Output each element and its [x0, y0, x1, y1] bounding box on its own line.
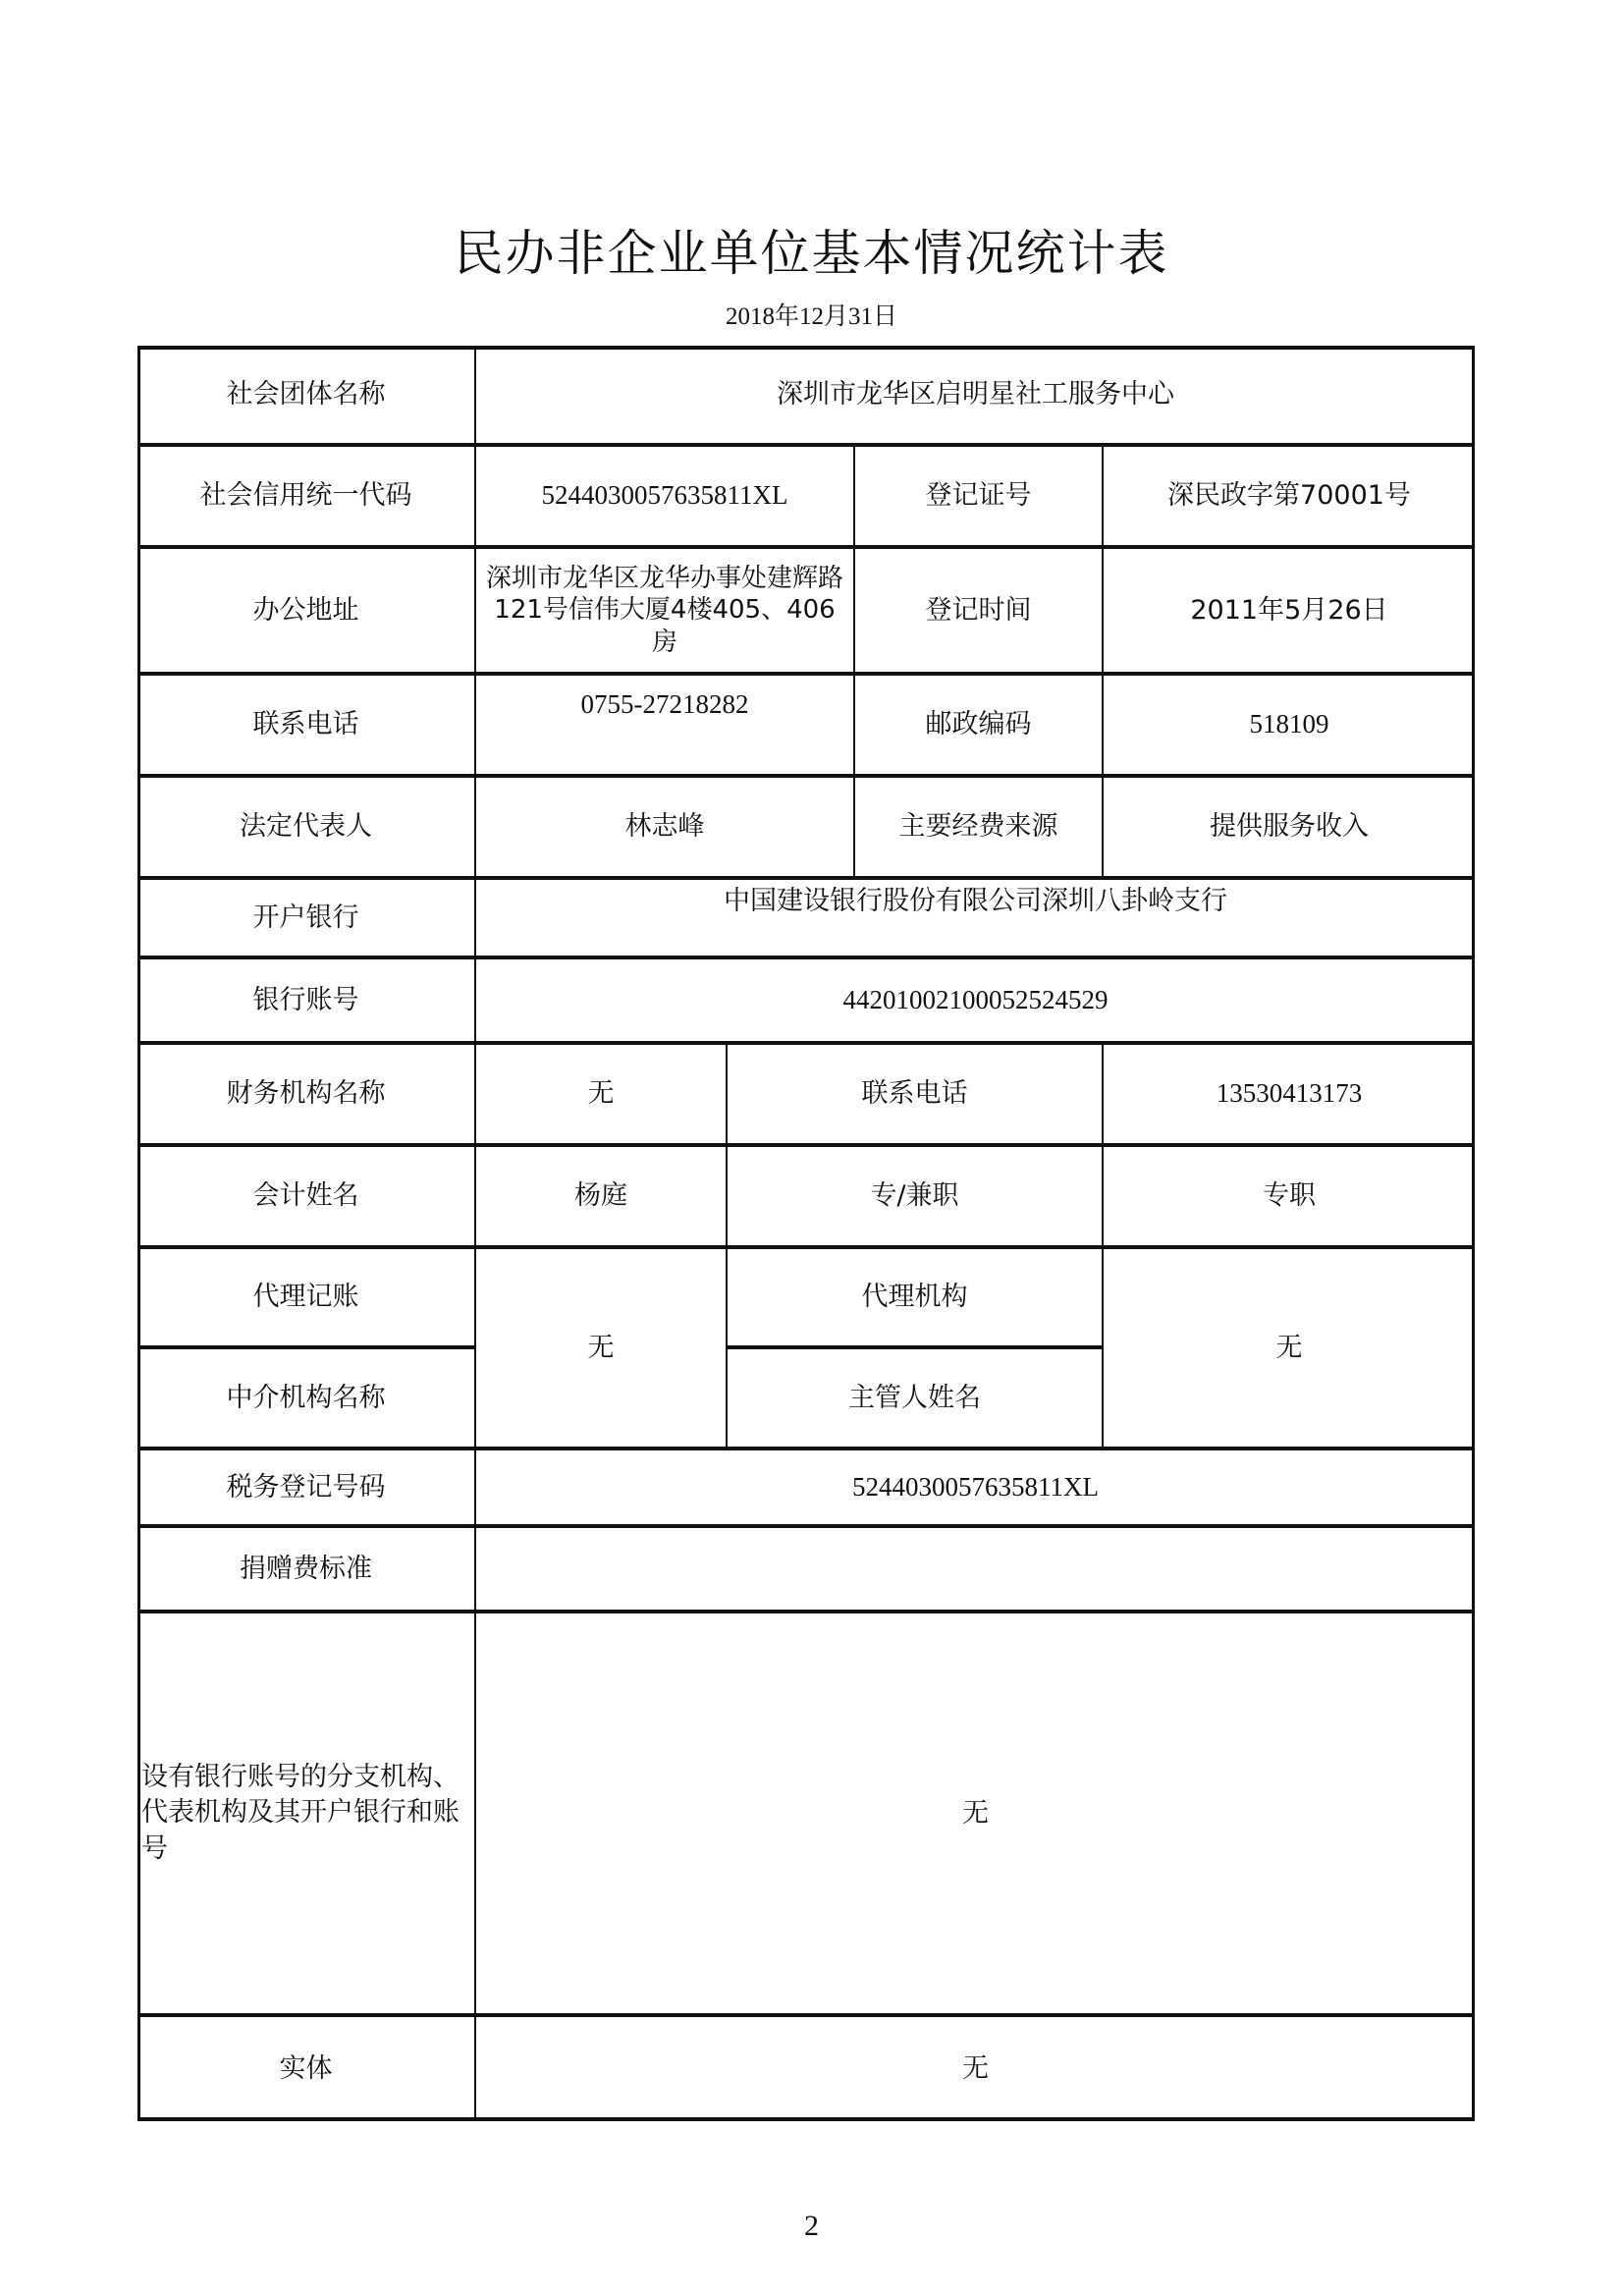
label-finance-phone: 联系电话 [728, 1045, 1104, 1147]
label-donation-standard: 捐赠费标准 [137, 1528, 476, 1613]
value-accountant: 杨庭 [476, 1147, 728, 1249]
value-employment-type: 专职 [1104, 1147, 1475, 1249]
value-registration-no: 深民政字第70001号 [1104, 447, 1475, 549]
label-agent-org: 代理机构 [728, 1249, 1104, 1349]
value-donation-standard [476, 1528, 1475, 1613]
label-accountant: 会计姓名 [137, 1147, 476, 1249]
label-postal-code: 邮政编码 [855, 676, 1104, 778]
label-tax-no: 税务登记号码 [137, 1450, 476, 1528]
label-credit-code: 社会信用统一代码 [137, 447, 476, 549]
label-intermediary-name: 中介机构名称 [137, 1349, 476, 1450]
label-entity: 实体 [137, 2017, 476, 2121]
document-date: 2018年12月31日 [725, 303, 897, 330]
document-title: 民办非企业单位基本情况统计表 [454, 225, 1169, 282]
label-legal-representative: 法定代表人 [137, 778, 476, 880]
value-agent-bookkeeping: 无 [476, 1249, 728, 1450]
info-table [137, 346, 1475, 2121]
label-branches: 设有银行账号的分支机构、代表机构及其开户银行和账号 [137, 1613, 476, 2017]
value-agent-org: 无 [1104, 1249, 1475, 1450]
label-finance-org: 财务机构名称 [137, 1045, 476, 1147]
page-number: 2 [804, 2210, 819, 2242]
label-phone: 联系电话 [137, 676, 476, 778]
label-registration-no: 登记证号 [855, 447, 1104, 549]
value-phone: 0755-27218282 [476, 676, 855, 778]
value-org-name: 深圳市龙华区启明星社工服务中心 [476, 346, 1475, 447]
value-bank-account: 44201002100052524529 [476, 959, 1475, 1045]
value-branches: 无 [476, 1613, 1475, 2017]
value-credit-code: 5244030057635811XL [476, 447, 855, 549]
value-bank: 中国建设银行股份有限公司深圳八卦岭支行 [476, 880, 1475, 959]
value-postal-code: 518109 [1104, 676, 1475, 778]
value-finance-phone: 13530413173 [1104, 1045, 1475, 1147]
label-employment-type: 专/兼职 [728, 1147, 1104, 1249]
label-registration-date: 登记时间 [855, 549, 1104, 676]
value-address: 深圳市龙华区龙华办事处建辉路121号信伟大厦4楼405、406房 [476, 549, 855, 676]
value-tax-no: 5244030057635811XL [476, 1450, 1475, 1528]
value-finance-org: 无 [476, 1045, 728, 1147]
label-funding-source: 主要经费来源 [855, 778, 1104, 880]
label-address: 办公地址 [137, 549, 476, 676]
value-funding-source: 提供服务收入 [1104, 778, 1475, 880]
label-supervisor-name: 主管人姓名 [728, 1349, 1104, 1450]
label-agent-bookkeeping: 代理记账 [137, 1249, 476, 1349]
value-entity: 无 [962, 2053, 989, 2085]
label-bank-account: 银行账号 [137, 959, 476, 1045]
value-legal-representative: 林志峰 [476, 778, 855, 880]
value-registration-date: 2011年5月26日 [1104, 549, 1475, 676]
label-bank: 开户银行 [137, 880, 476, 959]
label-org-name: 社会团体名称 [137, 346, 476, 447]
